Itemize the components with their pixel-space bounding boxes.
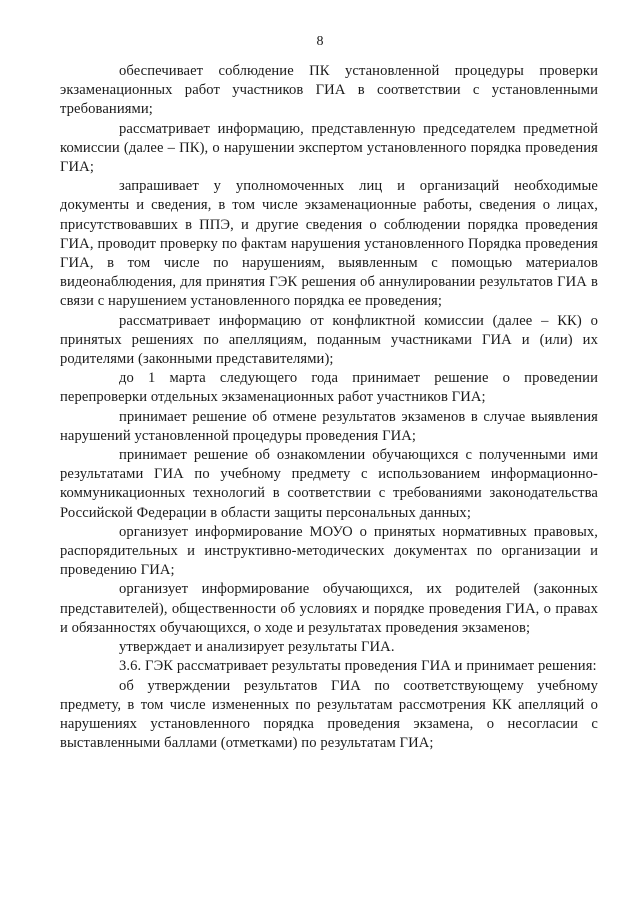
paragraph-7: принимает решение об ознакомлении обучающихся с полученными ими результатами ГИА по учебному предмету с использованием информационно-коммуникационных технологий в соответствии с требованиями законодательства Российской Федерации в области защиты персональных данных;: [60, 447, 598, 521]
paragraph-10: утверждает и анализирует результаты ГИА.: [119, 639, 395, 656]
paragraph-5: до 1 марта следующего года принимает решение о проведении перепроверки отдельных экзаменационных работ участников ГИА;: [60, 370, 598, 406]
paragraph-6: принимает решение об отмене результатов экзаменов в случае выявления нарушений установленной процедуры проведения ГИА;: [60, 408, 598, 444]
paragraph-12: об утверждении результатов ГИА по соответствующему учебному предмету, в том числе измененных по результатам рассмотрения КК апелляций о нарушениях установленного порядка проведения экзамена, о несогласии с выставленными баллами (отметками) по результатам ГИА;: [60, 677, 598, 752]
paragraph-2: рассматривает информацию, представленную председателем предметной комиссии (далее – ПК), о нарушении экспертом установленного порядка проведения ГИА;: [60, 120, 598, 176]
document-body: [60, 62, 598, 753]
paragraph-4: рассматривает информацию от конфликтной комиссии (далее – КК) о принятых решениях по апелляциям, поданным участниками ГИА и (или) их родителями (законными представителями);: [60, 312, 598, 368]
paragraph-3: запрашивает у уполномоченных лиц и организаций необходимые документы и сведения, в том числе экзаменационные работы, сведения о лицах, присутствовавших в ППЭ, и другие сведения о соблюдении порядка проведения ГИА, проводит проверку по фактам нарушения установленного Порядка проведения ГИА, в том числе по нарушениям, выявленным с помощью материалов видеонаблюдения, для принятия ГЭК решения об аннулировании результатов ГИА в связи с нарушением установленного порядка ее проведения;: [60, 178, 598, 310]
paragraph-8: организует информирование МОУО о принятых нормативных правовых, распорядительных и инструктивно-методических документах по организации и проведению ГИА;: [60, 523, 598, 579]
paragraph-1: обеспечивает соблюдение ПК установленной процедуры проверки экзаменационных работ участников ГИА в соответствии с установленными требованиями;: [60, 63, 598, 118]
paragraph-9: организует информирование обучающихся, их родителей (законных представителей), общественности об условиях и порядке проведения ГИА, о правах и обязанностях обучающихся, о ходе и результатах проведения экзаменов;: [60, 581, 598, 636]
page-number: 8: [316, 34, 324, 49]
section-3-6-heading: 3.6. ГЭК рассматривает результаты проведения ГИА и принимает решения:: [119, 658, 597, 675]
